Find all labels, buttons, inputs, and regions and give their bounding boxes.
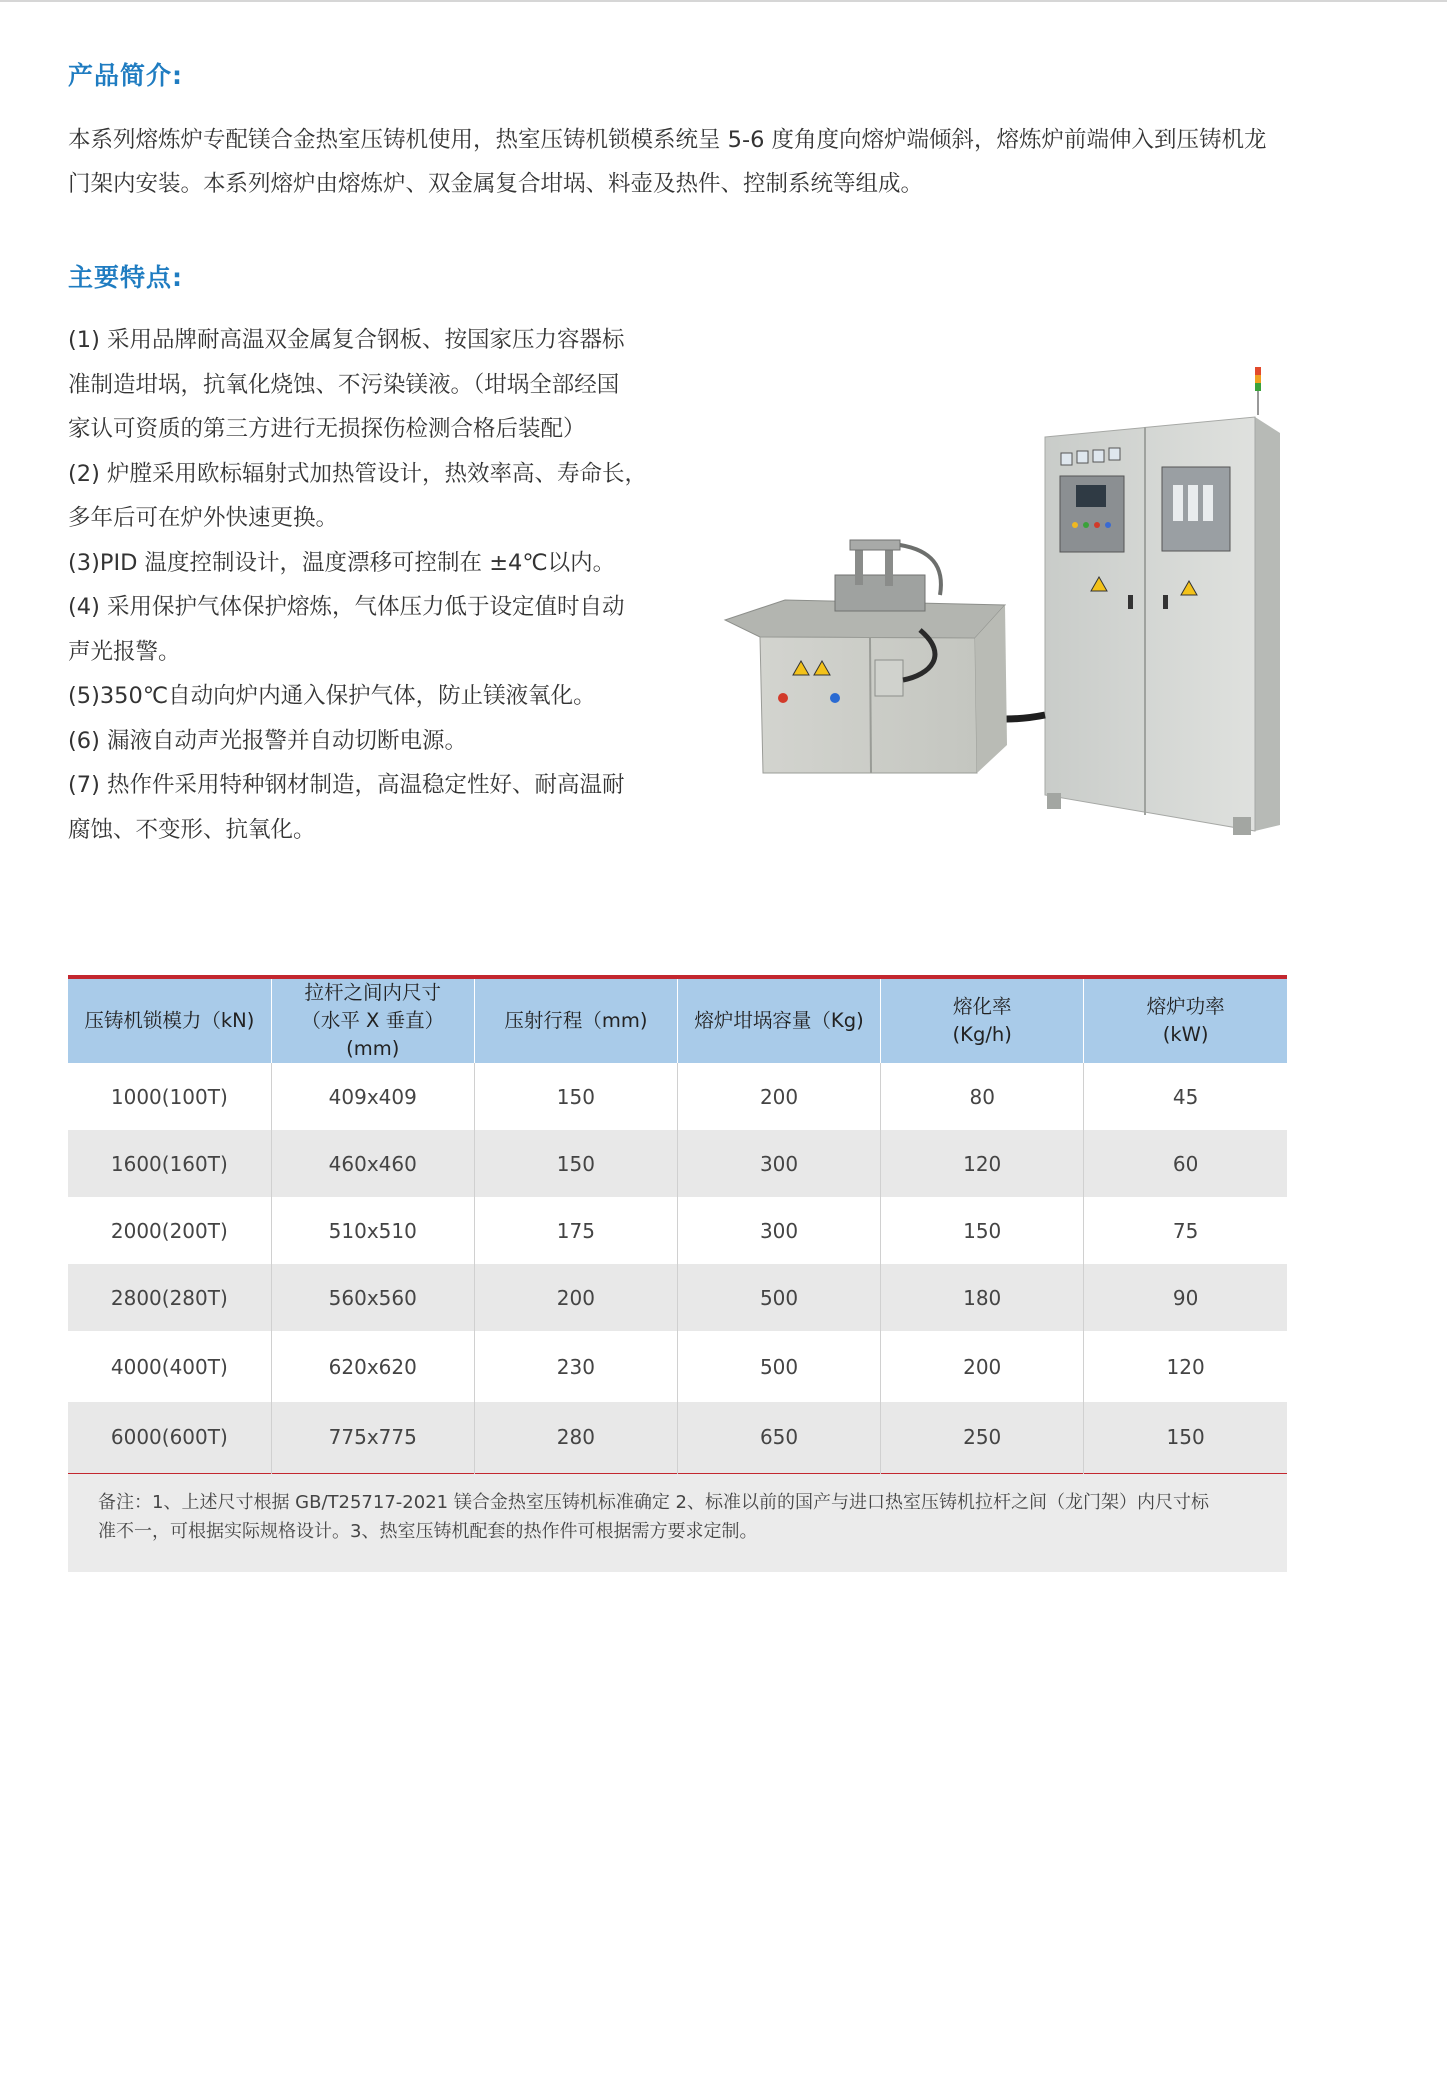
footnote-line: 备注：1、上述尺寸根据 GB/T25717-2021 镁合金热室压铸机标准确定 2、标准以前的国产与进口热室压铸机拉杆之间（龙门架）内尺寸标 — [98, 1492, 1209, 1513]
column-header-text: (kW) — [1162, 1023, 1209, 1046]
table-header-row — [68, 977, 1287, 1063]
table-cell: 200 — [677, 1063, 880, 1130]
table-cell: 300 — [677, 1197, 880, 1264]
table-cell: 650 — [677, 1402, 880, 1473]
table-cell: 200 — [881, 1331, 1084, 1402]
table-cell: 2000(200T) — [68, 1197, 271, 1264]
table-cell: 2800(280T) — [68, 1264, 271, 1331]
intro-line: 本系列熔炼炉专配镁合金热室压铸机使用，热室压铸机锁模系统呈 5-6 度角度向熔炉端倾斜，熔炼炉前端伸入到压铸机龙 — [68, 127, 1267, 153]
table-cell: 620x620 — [271, 1331, 474, 1402]
table-row — [68, 1331, 1287, 1402]
table-cell: 75 — [1172, 1218, 1199, 1243]
column-header-text: (Kg/h) — [952, 1023, 1012, 1046]
table-cell: 90 — [1172, 1285, 1199, 1310]
column-header — [271, 977, 474, 1063]
feature-line: (6) 漏液自动声光报警并自动切断电源。 — [68, 727, 468, 754]
table-cell: 460x460 — [271, 1130, 474, 1197]
table-cell: 175 — [474, 1197, 677, 1264]
table-cell: 409x409 — [271, 1063, 474, 1130]
table-cell: 300 — [677, 1130, 880, 1197]
column-header — [474, 977, 677, 1063]
features-list — [68, 318, 648, 852]
table-row — [68, 1264, 1287, 1331]
feature-line: (1) 采用品牌耐高温双金属复合钢板、按国家压力容器标 — [68, 327, 625, 353]
intro-paragraph — [68, 118, 1318, 206]
table-cell: 775x775 — [271, 1402, 474, 1473]
table-cell: 560x560 — [271, 1264, 474, 1331]
column-header-text: 熔炉坩埚容量（Kg) — [694, 1009, 864, 1032]
table-cell: 80 — [881, 1063, 1084, 1130]
table-row — [68, 1402, 1287, 1473]
table-cell: 120 — [1166, 1354, 1205, 1379]
feature-line: (5)350℃自动向炉内通入保护气体，防止镁液氧化。 — [68, 683, 596, 709]
table-cell: 280 — [474, 1402, 677, 1473]
intro-line: 门架内安装。本系列熔炉由熔炼炉、双金属复合坩埚、料壶及热件、控制系统等组成。 — [68, 171, 924, 197]
furnace-product-image — [715, 355, 1330, 845]
feature-line: 腐蚀、不变形、抗氧化。 — [68, 816, 316, 843]
footnote-line: 准不一，可根据实际规格设计。3、热室压铸机配套的热作件可根据需方要求定制。 — [98, 1521, 758, 1542]
table-cell: 4000(400T) — [68, 1331, 271, 1402]
table-cell: 45 — [1172, 1084, 1199, 1109]
feature-line: 多年后可在炉外快速更换。 — [68, 505, 339, 531]
feature-line: 声光报警。 — [68, 638, 181, 665]
table-cell: 60 — [1172, 1151, 1199, 1176]
column-header — [68, 977, 271, 1063]
table-cell: 150 — [474, 1130, 677, 1197]
features-title: 主要特点: — [68, 263, 183, 292]
spec-table — [68, 975, 1287, 1474]
table-cell: 230 — [474, 1331, 677, 1402]
table-cell: 120 — [881, 1130, 1084, 1197]
feature-line: (4) 采用保护气体保护熔炼，气体压力低于设定值时自动 — [68, 594, 625, 620]
table-cell: 150 — [474, 1063, 677, 1130]
table-row — [68, 1197, 1287, 1264]
table-cell: 200 — [474, 1264, 677, 1331]
table-cell: 1000(100T) — [68, 1063, 271, 1130]
column-header-text: 拉杆之间内尺寸 — [304, 981, 441, 1004]
column-header-text: 压射行程（mm) — [504, 1009, 648, 1032]
feature-line: (7) 热作件采用特种钢材制造，高温稳定性好、耐高温耐 — [68, 772, 625, 798]
column-header-text: （水平 X 垂直）(mm) — [301, 1009, 445, 1060]
table-row — [68, 1063, 1287, 1130]
column-header — [677, 977, 880, 1063]
table-cell: 6000(600T) — [68, 1402, 271, 1473]
top-divider — [0, 0, 1447, 2]
table-cell: 150 — [881, 1197, 1084, 1264]
table-cell: 250 — [881, 1402, 1084, 1473]
column-header — [881, 977, 1084, 1063]
column-header-text: 压铸机锁模力（kN) — [84, 1009, 255, 1032]
table-cell: 180 — [881, 1264, 1084, 1331]
table-cell: 500 — [677, 1331, 880, 1402]
column-header-text: 熔化率 — [952, 995, 1012, 1018]
table-footnote — [68, 1474, 1287, 1572]
table-row — [68, 1130, 1287, 1197]
table-cell: 1600(160T) — [68, 1130, 271, 1197]
table-cell: 500 — [677, 1264, 880, 1331]
feature-line: 家认可资质的第三方进行无损探伤检测合格后装配） — [68, 416, 586, 442]
column-header-text: 熔炉功率 — [1146, 995, 1225, 1018]
feature-line: 准制造坩埚，抗氧化烧蚀、不污染镁液。（坩埚全部经国 — [68, 371, 620, 398]
table-cell: 510x510 — [271, 1197, 474, 1264]
column-header — [1084, 977, 1287, 1063]
feature-line: (2) 炉膛采用欧标辐射式加热管设计，热效率高、寿命长， — [68, 460, 648, 487]
table-cell: 150 — [1166, 1425, 1205, 1450]
feature-line: (3)PID 温度控制设计，温度漂移可控制在 ±4℃以内。 — [68, 549, 616, 576]
intro-title: 产品简介: — [68, 61, 183, 90]
